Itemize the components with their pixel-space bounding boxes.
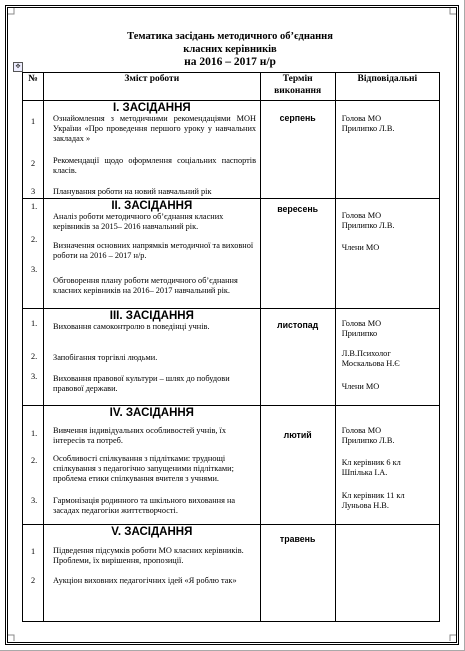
- meetings-table: [22, 72, 440, 622]
- responsible-cell: [335, 406, 439, 525]
- item-number: 3.: [31, 372, 38, 381]
- content-cell: [44, 406, 261, 525]
- number-cell: [23, 406, 44, 525]
- item-number: 3.: [31, 496, 38, 505]
- responsible-line: Прилипко Л.В.: [341, 221, 395, 230]
- item-number: 1.: [31, 319, 38, 328]
- item-number: 2.: [31, 456, 38, 465]
- item-number: 2.: [31, 352, 38, 361]
- month-label: листопад: [277, 320, 319, 330]
- responsible-line: Л.В.Психолог: [341, 349, 391, 358]
- number-cell: [23, 309, 44, 406]
- crop-mark-icon: [449, 8, 456, 15]
- agenda-item: Підведення підсумків роботи МО класних керівників. Проблеми, їх вирішення, пропозиції.: [53, 546, 244, 565]
- responsible-line: Москальова Н.Є: [341, 359, 400, 368]
- session-title: ІІ. ЗАСІДАННЯ: [111, 200, 193, 212]
- table-row: [23, 525, 440, 622]
- agenda-item: Планування роботи на новий навчальний рік: [53, 187, 212, 196]
- header-responsible: Відповідальні: [335, 73, 439, 101]
- move-handle-icon[interactable]: ✥: [13, 62, 23, 72]
- table-row: [23, 309, 440, 406]
- document-title-line-3: на 2016 – 2017 н/р: [184, 56, 276, 68]
- term-cell: [260, 525, 335, 622]
- content-cell: [44, 525, 261, 622]
- agenda-item: Аналіз роботи методичного об’єднання класних керівників за 2015– 2016 навчальний рік.: [53, 212, 224, 231]
- term-cell: [260, 101, 335, 199]
- item-number: 1: [31, 547, 36, 556]
- responsible-cell: [335, 101, 439, 199]
- table-row: [23, 199, 440, 309]
- item-number: 3.: [31, 265, 38, 274]
- number-cell: [23, 101, 44, 199]
- responsible-line: Члени МО: [341, 382, 380, 391]
- agenda-item: Вивчення індивідуальних особливостей учнів, їх інтересів та потреб.: [53, 426, 227, 445]
- header-term-line-2: виконання: [274, 86, 322, 96]
- content-cell: [44, 199, 261, 309]
- responsible-cell: [335, 525, 439, 622]
- term-cell: [260, 406, 335, 525]
- item-number: 2.: [31, 235, 38, 244]
- responsible-line: Шпілька І.А.: [341, 468, 388, 477]
- responsible-line: Прилипко Л.В.: [341, 436, 395, 445]
- content-cell: [44, 309, 261, 406]
- agenda-item: Запобігання торгівлі людьми.: [53, 353, 158, 362]
- agenda-item: Визначення основних напрямків методичної та виховної роботи на 2016 – 2017 н/р.: [53, 241, 254, 260]
- item-number: 1: [31, 117, 36, 126]
- agenda-item: Виховання правової культури – шлях до побудови правової держави.: [53, 374, 230, 393]
- responsible-cell: [335, 309, 439, 406]
- month-label: травень: [279, 534, 316, 544]
- responsible-line: Голова МО: [341, 319, 382, 328]
- agenda-item: Особливості спілкування з підлітками: труднощі спілкування з педагогічно запущеними підлітками; проблема етики спілкування вчителя з учнями.: [53, 454, 234, 483]
- responsible-line: Члени МО: [341, 243, 380, 252]
- item-number: 1.: [31, 202, 38, 211]
- header-term: [260, 73, 335, 101]
- responsible-line: Голова МО: [341, 114, 382, 123]
- crop-mark-icon: [8, 634, 15, 641]
- table-row: [23, 101, 440, 199]
- responsible-cell: [335, 199, 439, 309]
- responsible-line: Кл керівник 11 кл: [341, 491, 405, 500]
- table-row: [23, 406, 440, 525]
- agenda-item: Аукціон виховних педагогічних ідей «Я роблю так»: [53, 576, 237, 585]
- month-label: серпень: [279, 113, 316, 123]
- month-label: лютий: [283, 430, 312, 440]
- session-title: IV. ЗАСІДАННЯ: [109, 407, 194, 419]
- document-title-line-2: класних керівників: [183, 44, 277, 55]
- responsible-line: Голова МО: [341, 211, 382, 220]
- responsible-line: Прилипко Л.В.: [341, 124, 395, 133]
- number-cell: [23, 199, 44, 309]
- document-title-line-1: Тематика засідань методичного об’єднання: [127, 31, 333, 42]
- term-cell: [260, 309, 335, 406]
- agenda-item: Обговорення плану роботи методичного об’єднання класних керівників на 2016– 2017 навчальний рік.: [53, 276, 238, 295]
- responsible-line: Голова МО: [341, 426, 382, 435]
- month-label: вересень: [277, 204, 319, 214]
- session-title: V. ЗАСІДАННЯ: [111, 526, 193, 538]
- number-cell: [23, 525, 44, 622]
- responsible-line: Кл керівник 6 кл: [341, 458, 401, 467]
- item-number: 2: [31, 576, 36, 585]
- crop-mark-icon: [449, 634, 456, 641]
- agenda-item: Ознайомлення з методичними рекомендаціями МОН України «Про проведення першого уроку у навчальних закладах »: [53, 114, 257, 143]
- header-number: №: [23, 73, 44, 101]
- crop-mark-icon: [8, 8, 15, 15]
- term-cell: [260, 199, 335, 309]
- item-number: 1.: [31, 429, 38, 438]
- header-term-line-1: Термін: [282, 74, 313, 84]
- table-header-row: [23, 73, 440, 101]
- responsible-line: Луньова Н.В.: [341, 501, 389, 510]
- item-number: 2: [31, 159, 36, 168]
- item-number: 3: [31, 187, 36, 196]
- session-title: ІІІ. ЗАСІДАННЯ: [109, 310, 194, 322]
- responsible-line: Прилипко: [341, 329, 378, 338]
- header-content: Зміст роботи: [44, 73, 261, 101]
- content-cell: [44, 101, 261, 199]
- agenda-item: Гармонізація родинного та шкільного виховання на засадах педагогіки життєтворчості.: [53, 496, 236, 515]
- session-title: І. ЗАСІДАННЯ: [112, 102, 191, 114]
- agenda-item: Виховання самоконтролю в поведінці учнів.: [53, 322, 210, 331]
- agenda-item: Рекомендації щодо оформлення соціальних паспортів класів.: [53, 156, 257, 175]
